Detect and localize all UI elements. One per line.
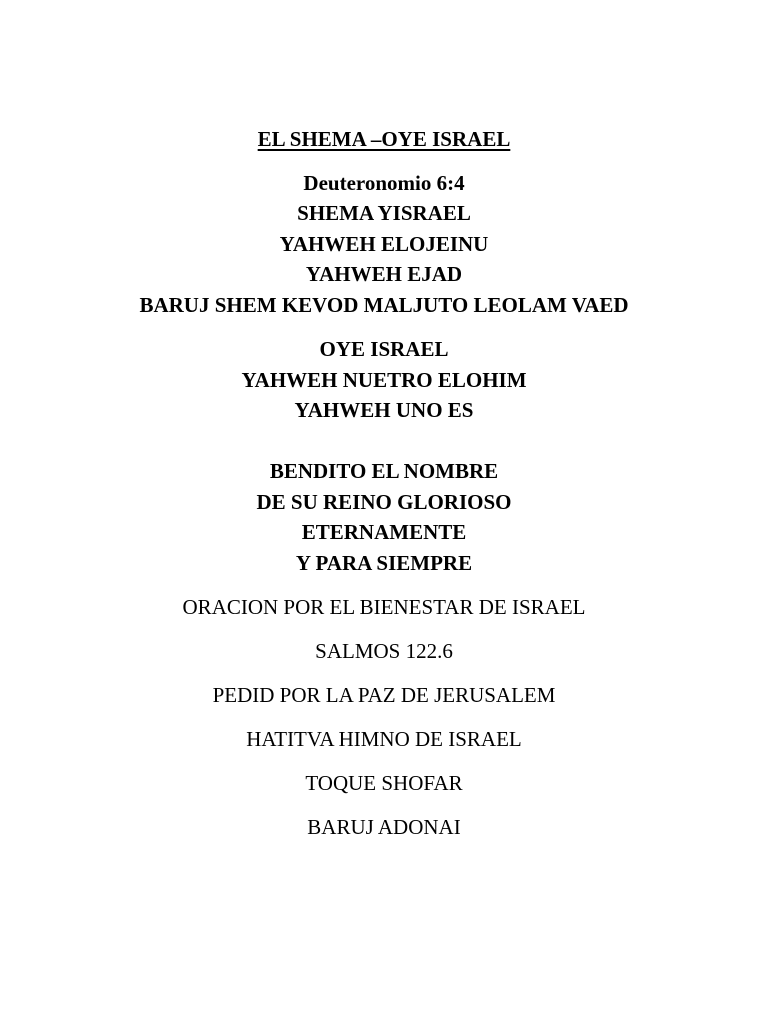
spanish-line: YAHWEH UNO ES [294,398,474,422]
shema-line: YAHWEH EJAD [305,262,463,286]
spanish-line: YAHWEH NUETRO ELOHIM [241,368,527,392]
program-item: PEDID POR LA PAZ DE JERUSALEM [212,683,556,707]
blessing-line: ETERNAMENTE [301,520,467,544]
program-item: ORACION POR EL BIENESTAR DE ISRAEL [182,595,586,619]
spanish-line: OYE ISRAEL [319,337,449,361]
blessing-line: Y PARA SIEMPRE [295,551,473,575]
program-item: BARUJ ADONAI [307,815,461,839]
shema-line: SHEMA YISRAEL [297,201,471,225]
program-item: HATITVA HIMNO DE ISRAEL [246,727,522,751]
document-title: EL SHEMA –OYE ISRAEL [257,127,511,151]
shema-line: YAHWEH ELOJEINU [279,232,489,256]
program-item: SALMOS 122.6 [315,639,453,663]
shema-line: BARUJ SHEM KEVOD MALJUTO LEOLAM VAED [139,293,629,317]
program-item: TOQUE SHOFAR [305,771,463,795]
blessing-line: BENDITO EL NOMBRE [269,459,499,483]
blessing-line: DE SU REINO GLORIOSO [256,490,512,514]
scripture-reference: Deuteronomio 6:4 [303,171,465,195]
